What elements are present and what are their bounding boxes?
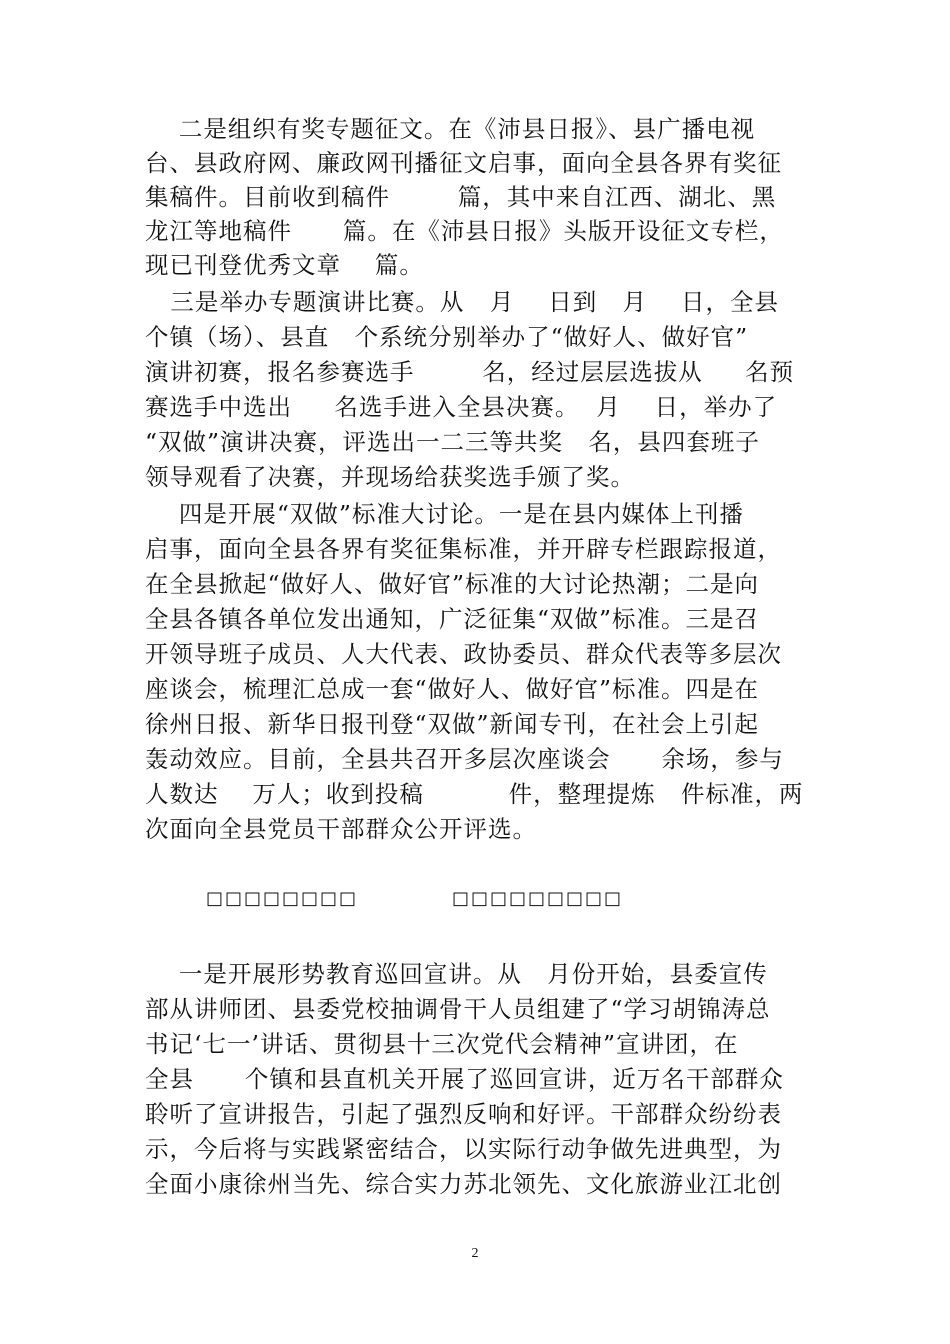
text-line: 全面小康徐州当先、综合实力苏北领先、文化旅游业江北创: [145, 1170, 782, 1198]
text-line: 聆听了宣讲报告，引起了强烈反响和好评。干部群众纷纷表: [145, 1100, 782, 1128]
text-line: 轰动效应。目前，全县共召开多层次座谈会 余场，参与: [145, 745, 784, 773]
text-line: 赛选手中选出 名选手进入全县决赛。 月 日，举办了: [145, 393, 778, 421]
text-line: 三是举办专题演讲比赛。从 月 日到 月 日，全县: [145, 288, 779, 316]
text-line: 台、县政府网、廉政网刊播征文启事，面向全县各界有奖征: [145, 149, 782, 177]
text-line: 龙江等地稿件 篇。在《沛县日报》头版开设征文专栏，: [145, 217, 784, 245]
text-line: 一是开展形势教育巡回宣讲。从 月份开始，县委宣传: [145, 960, 768, 988]
text-line: 部从讲师团、县委党校抽调骨干人员组建了“学习胡锦涛总: [145, 995, 771, 1023]
section-heading-left: □□□□□□□□: [206, 888, 359, 909]
text-line: 个镇（场）、县直 个系统分别举办了“做好人、做好官”: [145, 323, 749, 351]
text-line: 书记‘七一’讲话、贯彻县十三次党代会精神”宣讲团，在: [145, 1030, 739, 1058]
text-line: 现已刊登优秀文章 篇。: [145, 251, 424, 279]
text-line: 示，今后将与实践紧密结合，以实际行动争做先进典型，为: [145, 1135, 782, 1163]
text-line: 启事，面向全县各界有奖征集标准，并开辟专栏跟踪报道，: [145, 535, 782, 563]
section-heading-right: □□□□□□□□□: [452, 888, 624, 909]
page-number: 2: [471, 1246, 479, 1261]
text-line: 次面向全县党员干部群众公开评选。: [145, 815, 537, 843]
text-line: 领导观看了决赛，并现场给获奖选手颁了奖。: [145, 463, 635, 491]
text-line: 二是组织有奖专题征文。在《沛县日报》、县广播电视: [145, 115, 756, 143]
text-line: 集稿件。目前收到稿件 篇，其中来自江西、湖北、黑: [145, 183, 777, 211]
text-line: 四是开展“双做”标准大讨论。一是在县内媒体上刊播: [145, 500, 744, 528]
text-line: 开领导班子成员、人大代表、政协委员、群众代表等多层次: [145, 640, 782, 668]
text-line: 座谈会，梳理汇总成一套“做好人、做好官”标准。四是在: [145, 675, 760, 703]
text-line: 全县 个镇和县直机关开展了巡回宣讲，近万名干部群众: [145, 1065, 784, 1093]
text-line: 人数达 万人；收到投稿 件，整理提炼 件标准，两: [145, 780, 804, 808]
text-line: “双做”演讲决赛，评选出一二三等共奖 名，县四套班子: [145, 428, 760, 456]
text-line: 全县各镇各单位发出通知，广泛征集“双做”标准。三是召: [145, 605, 760, 633]
text-line: 在全县掀起“做好人、做好官”标准的大讨论热潮；二是向: [145, 570, 760, 598]
text-line: 演讲初赛，报名参赛选手 名，经过层层选拔从 名预: [145, 358, 795, 386]
text-line: 徐州日报、新华日报刊登“双做”新闻专刊，在社会上引起: [145, 710, 760, 738]
